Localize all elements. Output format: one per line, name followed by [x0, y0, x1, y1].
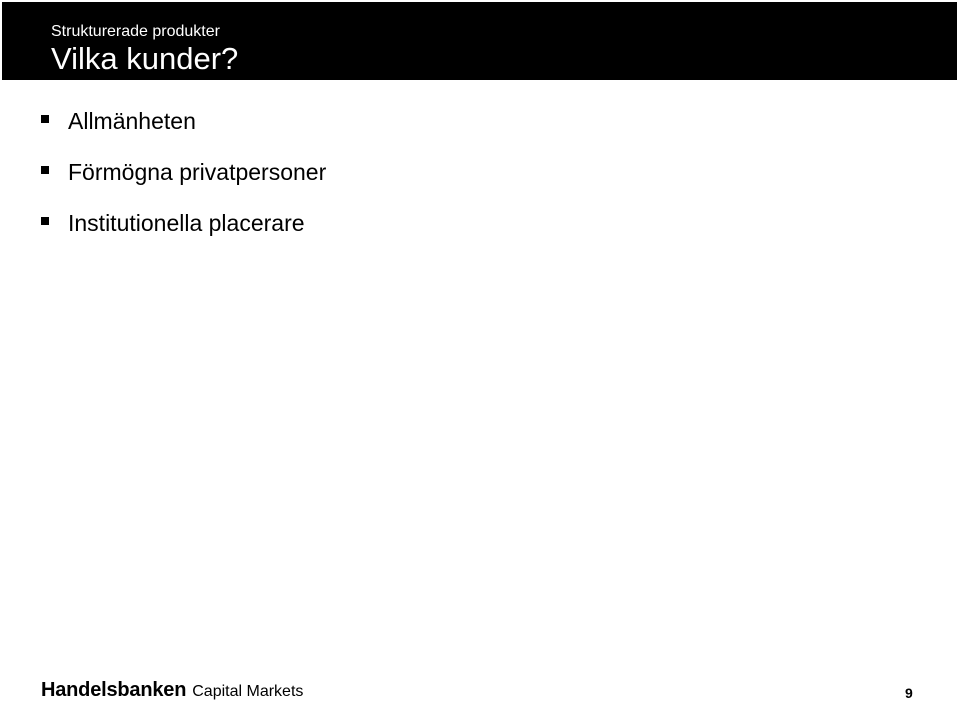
bullet-text: Institutionella placerare [68, 210, 305, 236]
page-number: 9 [905, 685, 913, 701]
logo-brand-text: Handelsbanken [41, 679, 187, 701]
header-band [2, 2, 957, 80]
header-subtitle: Strukturerade produkter [51, 23, 220, 40]
square-bullet-icon [41, 166, 49, 174]
bullet-list [41, 106, 326, 259]
bullet-text: Förmögna privatpersoner [68, 159, 327, 185]
logo-sub-text: Capital Markets [192, 683, 304, 700]
bullet-item-allmanheten [41, 106, 326, 157]
square-bullet-icon [41, 217, 49, 225]
bullet-item-institutionella-placerare [41, 208, 326, 259]
bullet-text: Allmänheten [68, 108, 196, 134]
bullet-item-formogna-privatpersoner [41, 157, 326, 208]
page-title: Vilka kunder? [51, 41, 239, 76]
square-bullet-icon [41, 115, 49, 123]
handelsbanken-logo [41, 679, 303, 703]
